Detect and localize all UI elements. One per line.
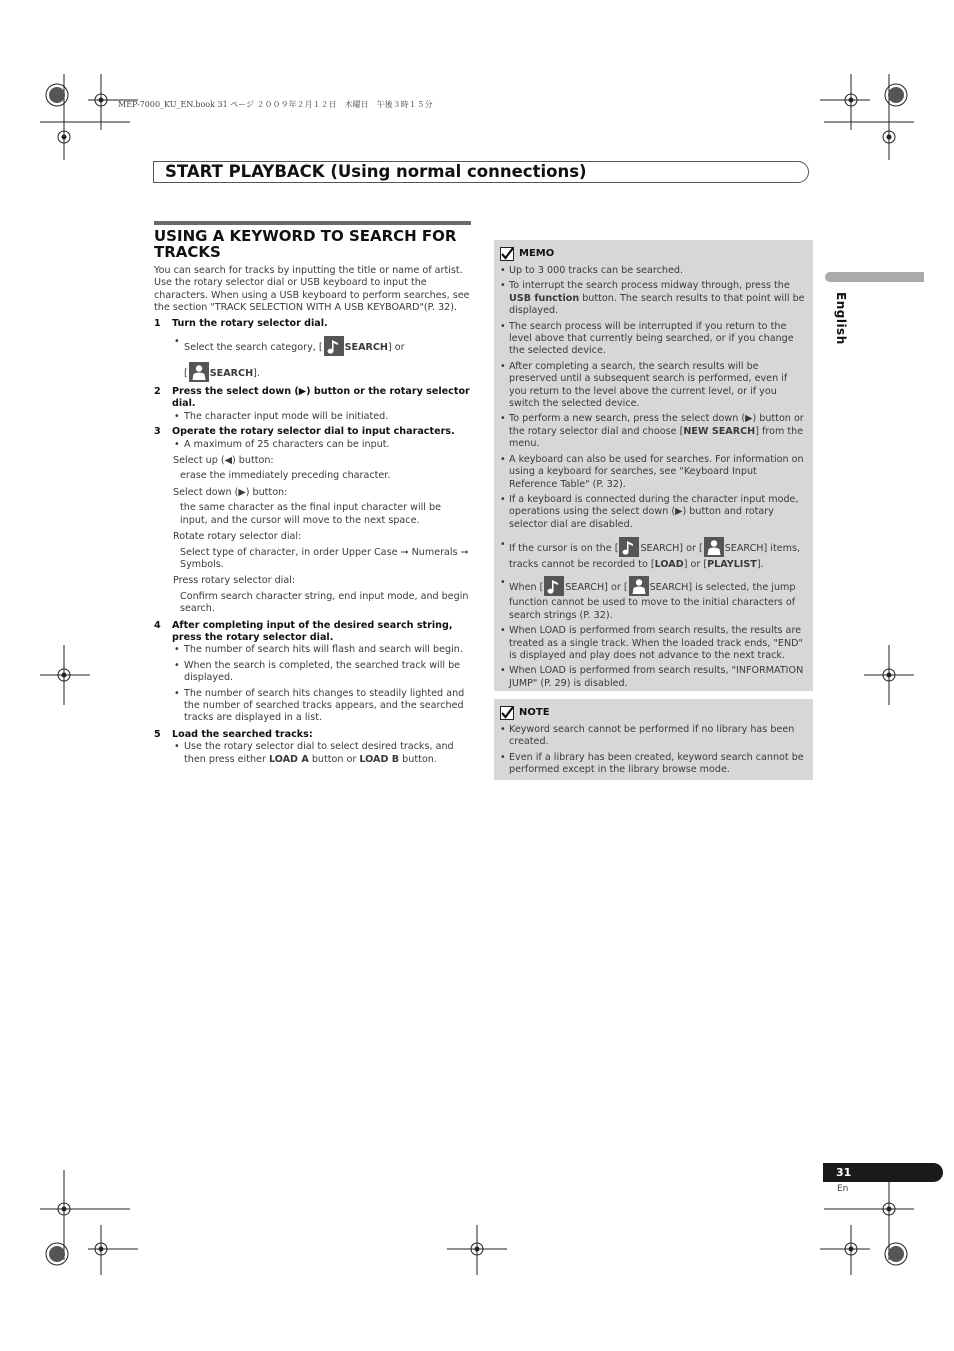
step-3-item-desc: the same character as the final input character will be input, and the cursor will move to the next space.: [180, 502, 441, 526]
memo-item: • When LOAD is performed from search results, the results are treated as a single track. When the loaded track ends, "END" is displayed and play does not advance to the next track.: [500, 625, 803, 661]
memo-box: [494, 240, 813, 691]
step-5-bullet: • Use the rotary selector dial to select desired tracks, and then press either LOAD A button or LOAD B button.: [174, 741, 454, 765]
step-4: 4 After completing input of the desired search string, press the rotary selector dial.: [154, 619, 453, 643]
memo-item: • A keyboard can also be used for searches. For information on using a keyboard for searches, see "Keyboard Input Reference Table" (P. 32).: [500, 453, 804, 490]
page-number: 31: [836, 1166, 852, 1179]
step-3-item-desc: erase the immediately preceding character.: [180, 470, 391, 482]
checkmark-icon: [500, 706, 514, 720]
memo-item: • Up to 3 000 tracks can be searched.: [500, 265, 684, 276]
memo-header: MEMO: [500, 247, 807, 261]
music-note-icon: [544, 576, 564, 596]
step-3-item-label: Press rotary selector dial:: [173, 575, 296, 587]
step-2-bullet: • The character input mode will be initiated.: [174, 410, 389, 422]
memo-item: • If the cursor is on the [ SEARCH] or [ SEARCH] items, tracks cannot be recorded to [LOAD] or [PLAYLIST].: [500, 539, 801, 571]
step-3-bullet: • A maximum of 25 characters can be input.: [174, 438, 390, 450]
language-tab: [825, 272, 924, 282]
memo-item: • The search process will be interrupted if you return to the level above that currently being searched, or if you change the selected device.: [500, 320, 794, 357]
music-note-icon: [619, 537, 639, 557]
note-box: [494, 699, 813, 780]
page-language: En: [837, 1184, 849, 1194]
section-rule: [154, 221, 471, 225]
artist-icon: [189, 362, 209, 382]
step-4-bullet: • When the search is completed, the searched track will be displayed.: [174, 659, 461, 684]
step-3-item-label: Select down (▶) button:: [173, 486, 288, 498]
checkmark-icon: [500, 247, 514, 261]
step-3: 3 Operate the rotary selector dial to input characters.: [154, 426, 455, 438]
step-3-item-desc: Confirm search character string, end input mode, and begin search.: [180, 590, 469, 615]
step-1: 1 Turn the rotary selector dial.: [154, 317, 328, 329]
step-1-bullet: • Select the search category, [ SEARCH] or [ SEARCH].: [174, 336, 471, 382]
step-4-bullet: • The number of search hits will flash and search will begin.: [174, 644, 463, 656]
artist-icon: [629, 576, 649, 596]
language-label: English: [834, 292, 848, 345]
step-3-item-label: Rotate rotary selector dial:: [173, 531, 302, 543]
chapter-title: START PLAYBACK (Using normal connections): [165, 162, 587, 181]
section-title: USING A KEYWORD TO SEARCH FOR TRACKS: [154, 227, 457, 261]
step-3-item-label: Select up (◀) button:: [173, 455, 274, 467]
note-header: NOTE: [500, 706, 807, 720]
step-3-item-desc: Select type of character, in order Upper Case ➞ Numerals ➞ Symbols.: [180, 546, 469, 570]
left-column: [154, 265, 471, 766]
memo-item: • After completing a search, the search results will be preserved until a subsequent search is performed, even if you return to the level above the current level, or if you switch the selected device.: [500, 360, 788, 410]
step-5: 5 Load the searched tracks:: [154, 728, 313, 740]
step-4-bullet: • The number of search hits changes to steadily lighted and the number of searched tracks appears, and the searched tracks are displayed in a list.: [174, 687, 465, 724]
intro-text: You can search for tracks by inputting the title or name of artist. Use the rotary selector dial or USB keyboard to input the characters. When using a USB keyboard to perform searches, see the section "TRACK SELECTION WITH A USB KEYBOARD"(P. 32).: [154, 265, 470, 314]
note-item: • Keyword search cannot be performed if no library has been created.: [500, 724, 795, 748]
memo-item: • When [ SEARCH] or [ SEARCH] is selected, the jump function cannot be used to move to the initial characters of search strings (P. 32).: [500, 577, 796, 622]
step-2: 2 Press the select down (▶) button or the rotary selector dial.: [154, 386, 470, 410]
memo-item: • If a keyboard is connected during the character input mode, operations using the select down (▶) button and rotary selector dial are disabled.: [500, 493, 799, 530]
memo-item: • To interrupt the search process midway through, press the USB function button. The search results to that point will be displayed.: [500, 280, 805, 317]
memo-item: • To perform a new search, press the select down (▶) button or the rotary selector dial and choose [NEW SEARCH] from the menu.: [500, 413, 804, 450]
music-note-icon: [324, 336, 344, 356]
file-header: MEP-7000_KU_EN.book 31 ページ ２００９年２月１２日 木曜日 午後３時１５分: [118, 100, 433, 109]
memo-item: • When LOAD is performed from search results, "INFORMATION JUMP" (P. 29) is disabled.: [500, 665, 804, 689]
artist-icon: [704, 537, 724, 557]
note-item: • Even if a library has been created, keyword search cannot be performed except in the library browse mode.: [500, 751, 804, 776]
